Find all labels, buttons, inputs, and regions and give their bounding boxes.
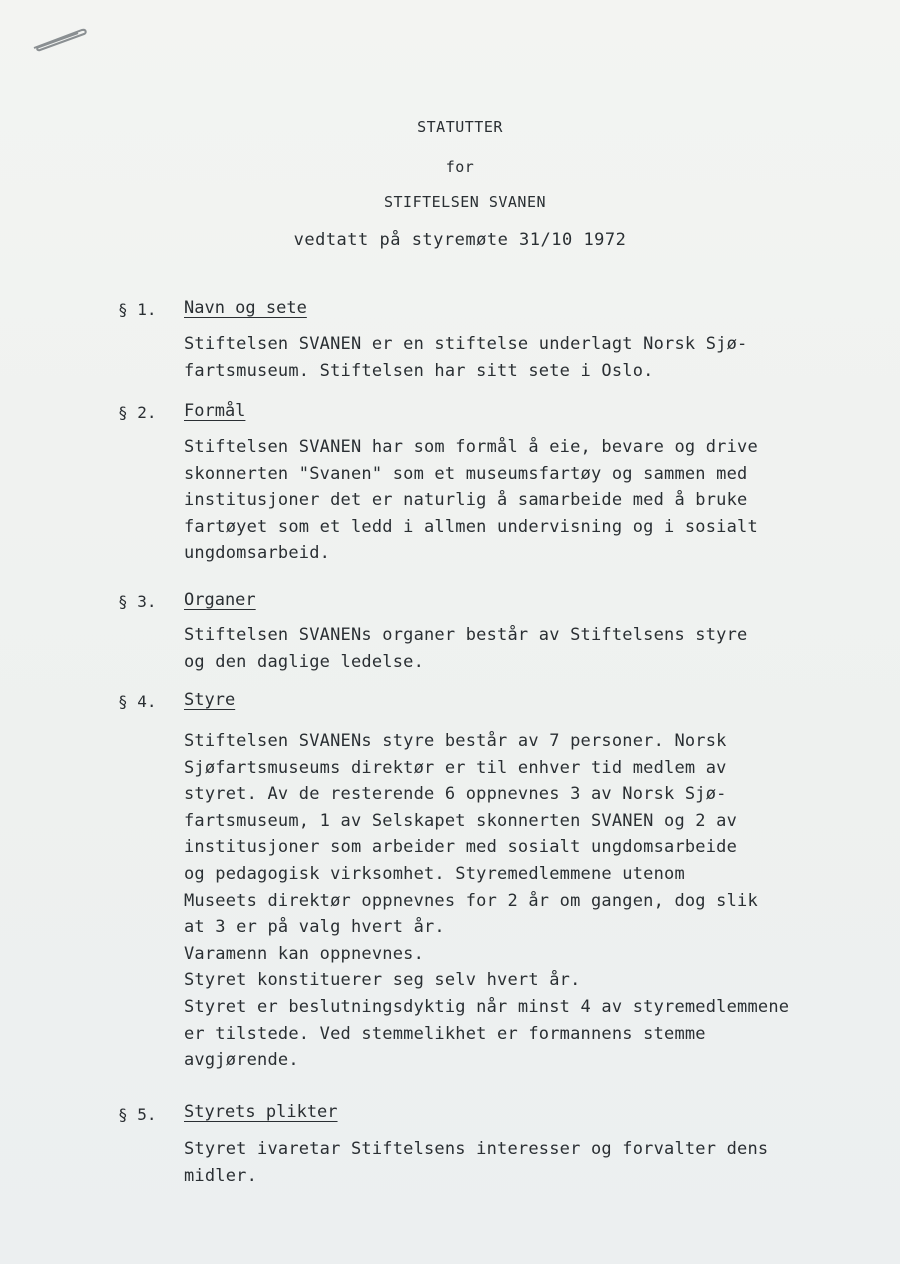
adoption-date: vedtatt på styremøte 31/10 1972 <box>293 230 627 250</box>
section-4-text: Stiftelsen SVANENs styre består av 7 personer. Norsk Sjøfartsmuseums direktør er til enhver tid medlem av styret. Av de resterende 6 oppnevnes 3 av Norsk Sjø- fartsmuseum, 1 av Selskapet skonnerten SVANEN og 2 av institusjoner som arbeider med sosialt ungdomsarbeide og pedagogisk virksomhet. Styremedlemmene utenom Museets direktør oppnevnes for 2 år om gangen, dog slik at 3 er på valg hvert år. Varamenn kan oppnevnes. Styret konstituerer seg selv hvert år. Styret er beslutningsdyktig når minst 4 av styremedlemmene er tilstede. Ved stemmelikhet er formannens stemme avgjørende. <box>184 731 790 1071</box>
section-4-heading: Styre <box>184 690 236 710</box>
section-1-number: § 1. <box>118 300 157 319</box>
section-5-number: § 5. <box>118 1105 157 1124</box>
section-5-text: Styret ivaretar Stiftelsens interesser og forvalter dens midler. <box>184 1139 769 1186</box>
section-2-heading: Formål <box>184 401 246 421</box>
foundation-name: STIFTELSEN SVANEN <box>383 193 547 211</box>
section-3-heading: Organer <box>184 590 256 610</box>
section-1-text: Stiftelsen SVANEN er en stiftelse underlagt Norsk Sjø- fartsmuseum. Stiftelsen har sitt sete i Oslo. <box>184 334 748 381</box>
section-2-text: Stiftelsen SVANEN har som formål å eie, bevare og drive skonnerten "Svanen" som et museumsfartøy og sammen med institusjoner det er naturlig å samarbeide med å bruke fartøyet som et ledd i allmen undervisning og i sosialt ungdomsarbeid. <box>184 437 758 564</box>
section-3-number: § 3. <box>118 592 157 611</box>
section-2-number: § 2. <box>118 403 157 422</box>
section-3-text: Stiftelsen SVANENs organer består av Stiftelsens styre og den daglige ledelse. <box>184 625 748 672</box>
paper-clip-icon <box>30 24 90 54</box>
document-title-for: for <box>445 158 475 176</box>
section-5-heading: Styrets plikter <box>184 1102 338 1122</box>
section-1-heading: Navn og sete <box>184 298 307 318</box>
document-title: STATUTTER <box>417 118 503 136</box>
section-4-number: § 4. <box>118 692 157 711</box>
